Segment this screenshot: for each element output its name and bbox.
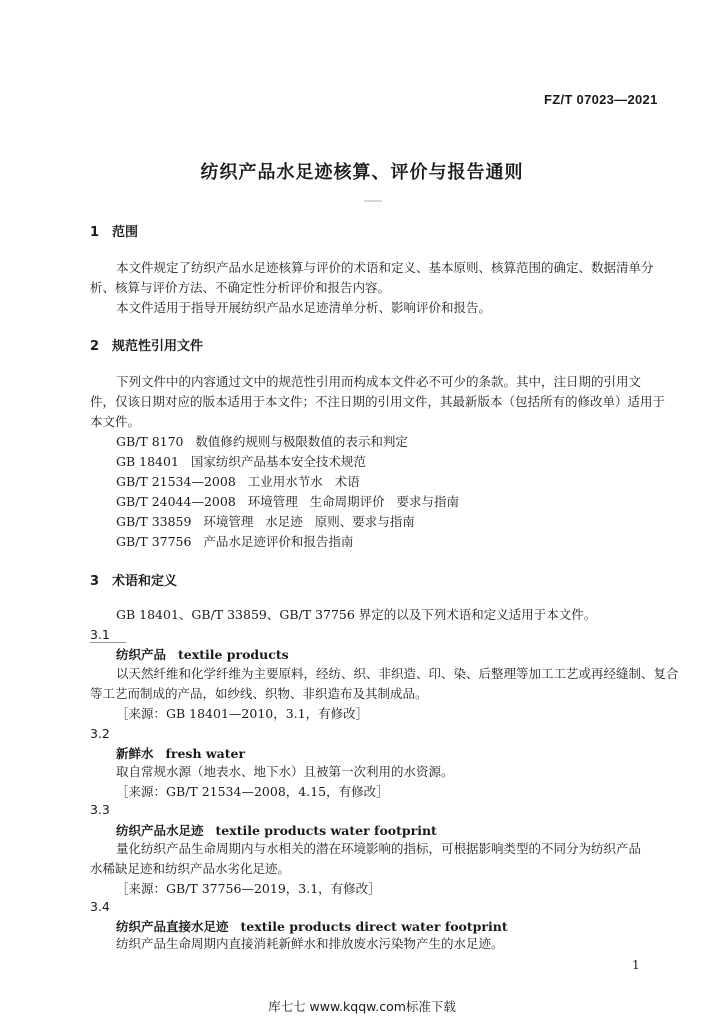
paragraph-line: 本文件。: [90, 414, 141, 429]
term-name-zh: 纺织产品: [116, 647, 167, 662]
reference-item: GB 18401 国家纺织产品基本安全技术规范: [116, 454, 366, 469]
reference-item: GB/T 8170 数值修约规则与极限数值的表示和判定: [116, 434, 408, 449]
section-number: 3: [90, 574, 100, 589]
term-number: 3.2: [90, 726, 110, 741]
term-name: [116, 917, 508, 935]
term-source: ［来源：GB/T 37756—2019，3.1，有修改］: [116, 881, 381, 896]
definition-line: 取自常规水源（地表水、地下水）且被第一次利用的水资源。: [116, 764, 454, 779]
term-name: [116, 821, 437, 839]
term-source: ［来源：GB 18401—2010，3.1，有修改］: [116, 706, 369, 721]
definition-line: 量化纺织产品生命周期内与水相关的潜在环境影响的指标，可根据影响类型的不同分为纺织产品: [116, 841, 642, 856]
reference-item: GB/T 21534—2008 工业用水节水 术语: [116, 474, 360, 489]
definition-line: 水稀缺足迹和纺织产品水劣化足迹。: [90, 861, 291, 876]
definition-line: 以天然纤维和化学纤维为主要原料，经纺、织、非织造、印、染、后整理等加工工艺或再经缝制、复合: [116, 666, 679, 681]
section-1-heading: [90, 221, 138, 240]
section-number: 1: [90, 225, 100, 240]
section-title: 术语和定义: [112, 574, 178, 589]
term-name-en: textile products water footprint: [215, 823, 437, 838]
term-underline: [90, 642, 126, 643]
term-name-en: textile products: [178, 647, 289, 662]
reference-item: GB/T 37756 产品水足迹评价和报告指南: [116, 534, 354, 549]
term-number: 3.3: [90, 802, 110, 817]
paragraph-line: 本文件适用于指导开展纺织产品水足迹清单分析、影响评价和报告。: [116, 300, 492, 315]
term-name: [116, 744, 245, 762]
section-3-heading: [90, 570, 177, 589]
paragraph-line: 本文件规定了纺织产品水足迹核算与评价的术语和定义、基本原则、核算范围的确定、数据清单分: [116, 260, 654, 275]
section-2-heading: [90, 335, 203, 354]
term-name-zh: 纺织产品水足迹: [116, 823, 204, 838]
document-title: 纺织产品水足迹核算、评价与报告通则: [200, 162, 524, 183]
standard-code: FZ/T 07023—2021: [544, 92, 658, 107]
definition-line: 等工艺而制成的产品，如纱线、织物、非织造布及其制成品。: [90, 686, 428, 701]
term-name-en: textile products direct water footprint: [240, 919, 508, 934]
section-intro: GB 18401、GB/T 33859、GB/T 37756 界定的以及下列术语和定义适用于本文件。: [116, 607, 597, 622]
reference-item: GB/T 33859 环境管理 水足迹 原则、要求与指南: [116, 514, 415, 529]
term-source: ［来源：GB/T 21534—2008，4.15，有修改］: [116, 784, 389, 799]
footer-watermark: 库七七 www.kqqw.com标准下载: [268, 999, 456, 1014]
term-name-zh: 新鲜水: [116, 746, 154, 761]
paragraph-line: 件，仅该日期对应的版本适用于本文件；不注日期的引用文件，其最新版本（包括所有的修改单）适用于: [90, 394, 666, 409]
term-number: 3.4: [90, 899, 110, 914]
page-number: 1: [632, 958, 640, 972]
definition-line: 纺织产品生命周期内直接消耗新鲜水和排放废水污染物产生的水足迹。: [116, 936, 504, 951]
section-title: 规范性引用文件: [112, 339, 204, 354]
section-number: 2: [90, 339, 100, 354]
term-name-en: fresh water: [165, 746, 246, 761]
section-title: 范围: [112, 225, 139, 240]
term-name-zh: 纺织产品直接水足迹: [116, 919, 229, 934]
paragraph-line: 析、核算与评价方法、不确定性分析评价和报告内容。: [90, 280, 391, 295]
paragraph-line: 下列文件中的内容通过文中的规范性引用而构成本文件必不可少的条款。其中，注日期的引用文: [116, 374, 642, 389]
term-name: [116, 645, 289, 663]
term-number: 3.1: [90, 627, 110, 642]
scan-artifact-mark: [364, 200, 382, 202]
reference-item: GB/T 24044—2008 环境管理 生命周期评价 要求与指南: [116, 494, 460, 509]
